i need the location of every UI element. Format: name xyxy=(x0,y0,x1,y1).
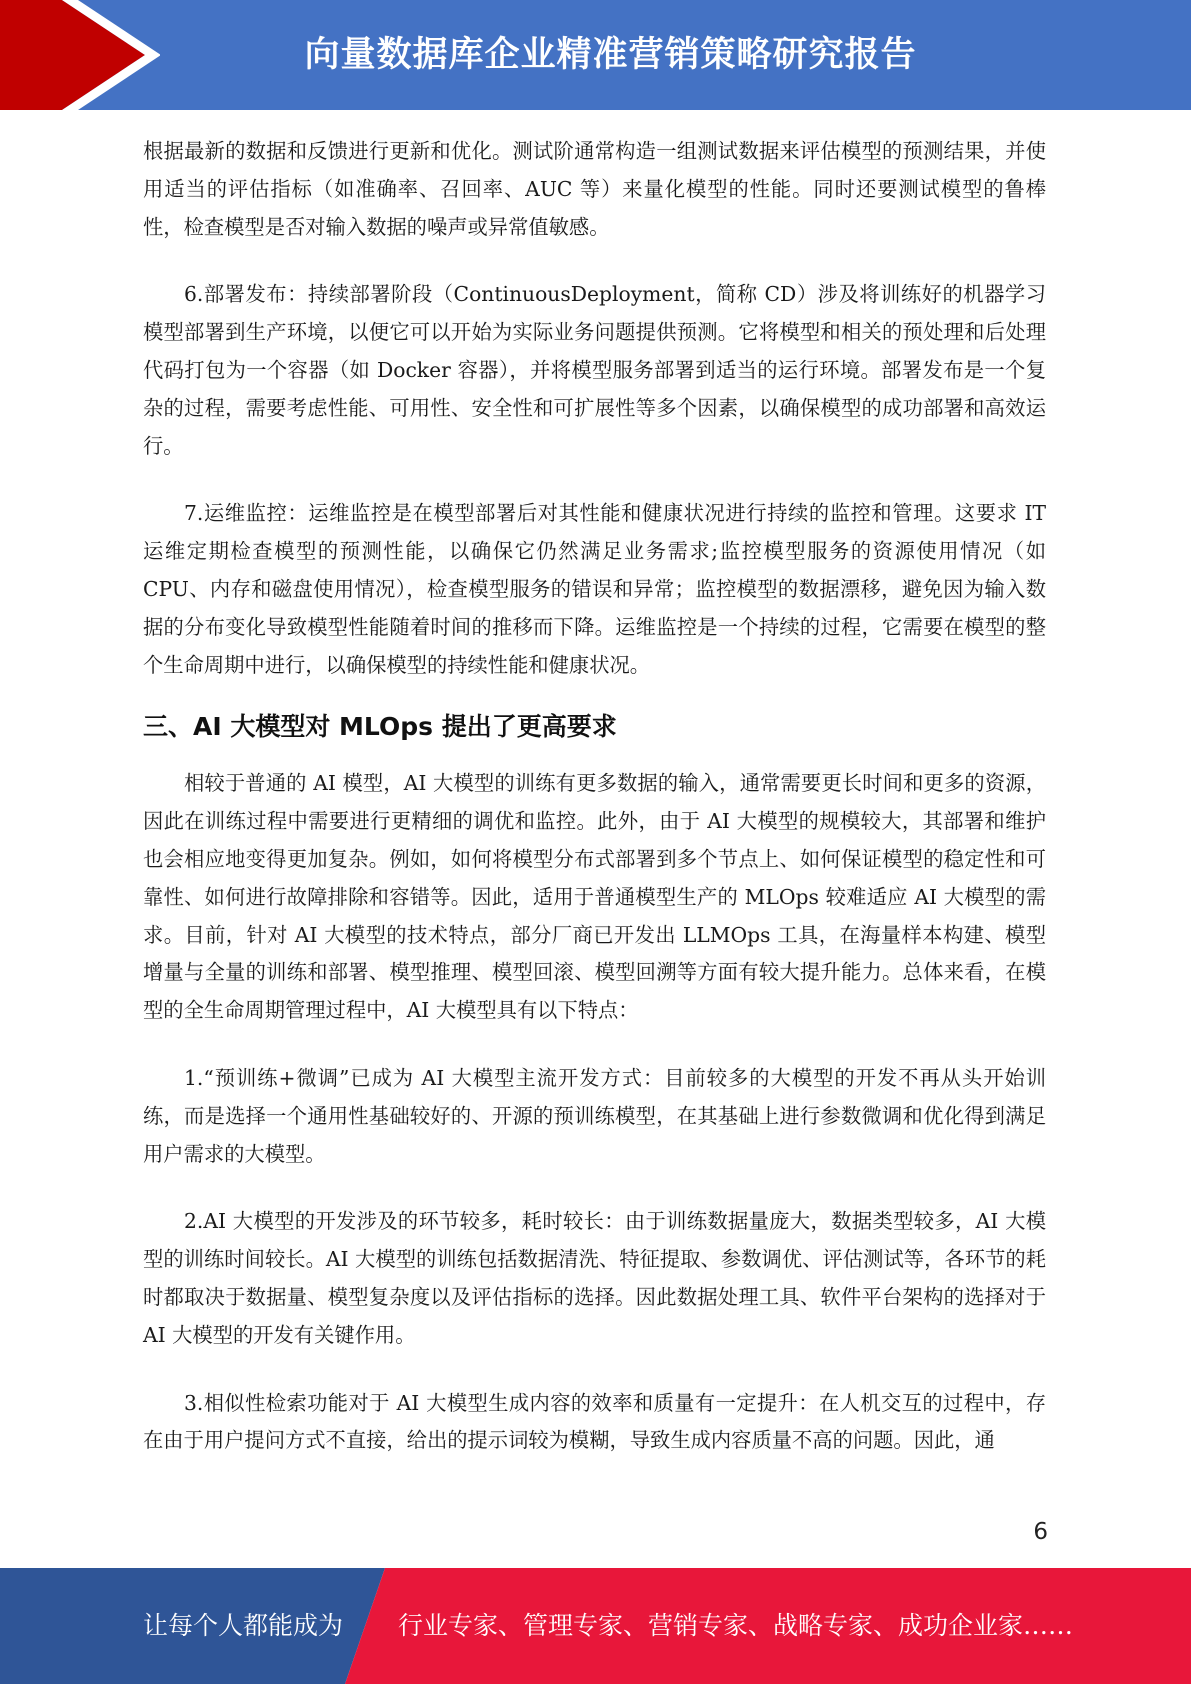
page-content xyxy=(143,133,1046,1460)
page-number: 6 xyxy=(1033,1519,1048,1545)
page-header xyxy=(0,0,1191,110)
footer-slogan-left: 让每个人都能成为 xyxy=(143,1611,344,1640)
paragraph-llm-requirements: 相较于普通的 AI 模型，AI 大模型的训练有更多数据的输入，通常需要更长时间和更多的资源，因此在训练过程中需要进行更精细的调优和监控。此外，由于 AI 大模型的规模较大，其部署和维护也会相应地变得更加复杂。例如，如何将模型分布式部署到多个节点上、如何保证模型的稳定性和可靠性、如何进行故障排除和容错等。因此，适用于普通模型生产的 MLOps 较难适应 AI 大模型的需求。目前，针对 AI 大模型的技术特点，部分厂商已开发出 LLMOps 工具，在海量样本构建、模型增量与全量的训练和部署、模型推理、模型回滚、模型回溯等方面有较大提升能力。总体来看，在模型的全生命周期管理过程中，AI 大模型具有以下特点： xyxy=(143,771,1046,1023)
section-heading: 三、AI 大模型对 MLOps 提出了更高要求 xyxy=(143,712,617,742)
paragraph-similarity-search: 3.相似性检索功能对于 AI 大模型生成内容的效率和质量有一定提升：在人机交互的过程中，存在由于用户提问方式不直接，给出的提示词较为模糊，导致生成内容质量不高的问题。因此，通 xyxy=(143,1390,1046,1453)
paragraph-pretrain-finetune: 1.“预训练+微调”已成为 AI 大模型主流开发方式：目前较多的大模型的开发不再从头开始训练，而是选择一个通用性基础较好的、开源的预训练模型，在其基础上进行参数微调和优化得到满足用户需求的大模型。 xyxy=(143,1065,1046,1166)
footer-slogan-right: 行业专家、管理专家、营销专家、战略专家、成功企业家…… xyxy=(398,1611,1074,1640)
paragraph-deployment: 6.部署发布：持续部署阶段（ContinuousDeployment，简称 CD）涉及将训练好的机器学习模型部署到生产环境，以便它可以开始为实际业务问题提供预测。它将模型和相关的预处理和后处理代码打包为一个容器（如 Docker 容器），并将模型服务部署到适当的运行环境。部署发布是一个复杂的过程，需要考虑性能、可用性、安全性和可扩展性等多个因素，以确保模型的成功部署和高效运行。 xyxy=(143,282,1046,458)
paragraph-testing-continued: 根据最新的数据和反馈进行更新和优化。测试阶通常构造一组测试数据来评估模型的预测结果，并使用适当的评估指标（如准确率、召回率、AUC 等）来量化模型的性能。同时还要测试模型的鲁棒性，检查模型是否对输入数据的噪声或异常值敏感。 xyxy=(143,139,1046,239)
paragraph-monitoring: 7.运维监控：运维监控是在模型部署后对其性能和健康状况进行持续的监控和管理。这要求 IT 运维定期检查模型的预测性能，以确保它仍然满足业务需求;监控模型服务的资源使用情况（如 CPU、内存和磁盘使用情况），检查模型服务的错误和异常；监控模型的数据漂移，避免因为输入数据的分布变化导致模型性能随着时间的推移而下降。运维监控是一个持续的过程，它需要在模型的整个生命周期中进行，以确保模型的持续性能和健康状况。 xyxy=(143,501,1046,677)
paragraph-development-cycle: 2.AI 大模型的开发涉及的环节较多，耗时较长：由于训练数据量庞大，数据类型较多，AI 大模型的训练时间较长。AI 大模型的训练包括数据清洗、特征提取、参数调优、评估测试等，各环节的耗时都取决于数据量、模型复杂度以及评估指标的选择。因此数据处理工具、软件平台架构的选择对于 AI 大模型的开发有关键作用。 xyxy=(143,1209,1046,1347)
page-footer xyxy=(0,1568,1191,1684)
report-title: 向量数据库企业精准营销策略研究报告 xyxy=(304,35,917,75)
